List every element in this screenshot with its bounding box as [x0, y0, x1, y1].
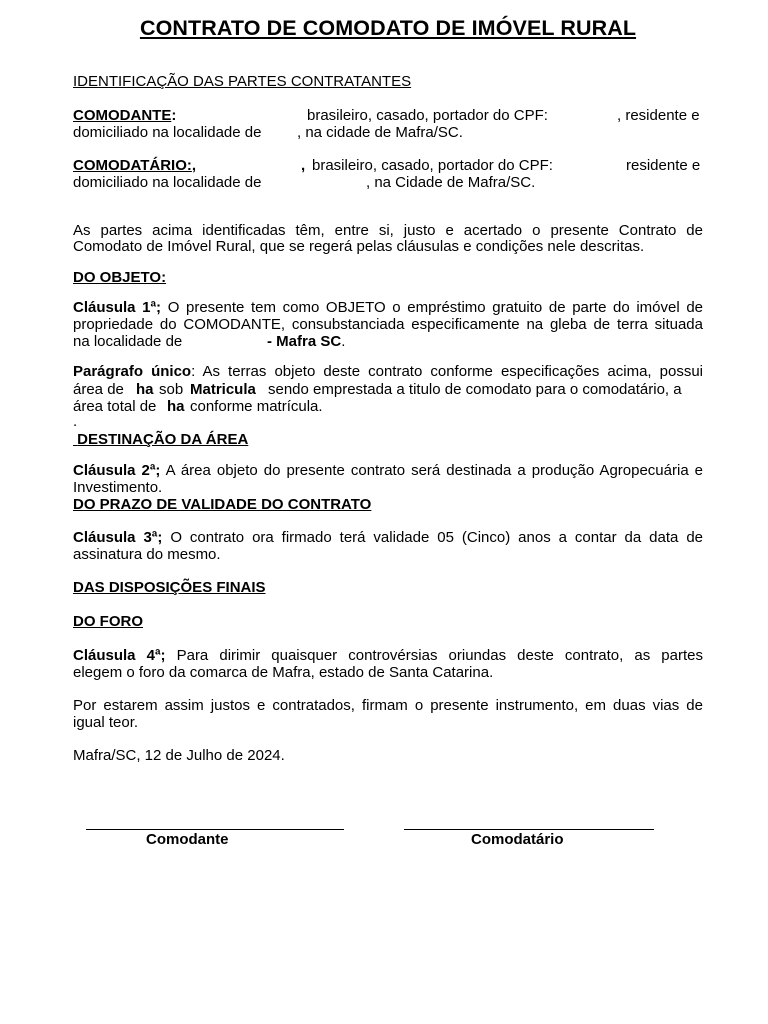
paragrafo-line3-end: conforme matrícula. — [190, 398, 323, 415]
comodante-heading — [73, 107, 176, 124]
clausula1-line3-end — [267, 333, 345, 350]
destinacao-text: DESTINAÇÃO DA ÁREA — [77, 431, 249, 448]
signature-label-comodatario: Comodatário — [471, 831, 564, 848]
clausula4-label: Cláusula 4ª; — [73, 647, 166, 664]
comodante-line2-end: , na cidade de Mafra/SC. — [297, 124, 463, 141]
section-objeto: DO OBJETO: — [73, 269, 167, 286]
clausula2-text1: A área objeto do presente contrato será destinada a produção Agropecuária e — [165, 462, 704, 479]
intro-line1: As partes acima identificadas têm, entre si, justo e acertado o presente Contrato de — [73, 222, 703, 239]
clausula1-line3-text: na localidade de — [73, 333, 183, 350]
clausula3-line2: assinatura do mesmo. — [73, 546, 221, 563]
clausula4-line1 — [73, 647, 703, 664]
paragrafo-text1: : As terras objeto deste contrato conforme especificações acima, possui — [191, 363, 703, 380]
comodante-label: COMODANTE — [73, 107, 172, 124]
signature-label-comodante: Comodante — [146, 831, 229, 848]
intro-line2: Comodato de Imóvel Rural, que se regerá pelas cláusulas e condições nele descritas. — [73, 238, 645, 255]
clausula1-line2: propriedade do COMODANTE, consubstanciada especificamente na gleba de terra situada — [73, 316, 703, 333]
comodante-line1-end: , residente e — [617, 107, 700, 124]
paragrafo-area-label: área de — [73, 381, 124, 398]
paragrafo-line2-end: sendo emprestada a titulo de comodato para o comodatário, a — [268, 381, 682, 398]
comodante-line2-text: domiciliado na localidade de — [73, 124, 262, 141]
clausula3-line1 — [73, 529, 703, 546]
comodatario-comma2: , — [301, 157, 306, 174]
final-line1: Por estarem assim justos e contratados, firmam o presente instrumento, em duas vias de — [73, 697, 703, 714]
clausula1-label: Cláusula 1ª; — [73, 299, 162, 316]
comodante-colon: : — [171, 107, 177, 124]
document-title: CONTRATO DE COMODATO DE IMÓVEL RURAL — [139, 16, 637, 40]
comodante-line1-text: brasileiro, casado, portador do CPF: — [307, 107, 548, 124]
signature-line-comodatario — [404, 829, 654, 830]
clausula2-line2: Investimento. — [73, 479, 163, 496]
clausula1-text1: O presente tem como OBJETO o empréstimo gratuito de parte do imóvel de — [167, 299, 704, 316]
comodatario-heading — [73, 157, 196, 174]
comodatario-comma: , — [191, 157, 197, 174]
clausula1-location: - Mafra SC — [267, 333, 342, 350]
final-line2: igual teor. — [73, 714, 139, 731]
paragrafo-label: Parágrafo único — [73, 363, 192, 380]
paragrafo-total-ha: ha — [167, 398, 185, 415]
paragrafo-matricula: Matricula — [190, 381, 256, 398]
clausula4-line2: elegem o foro da comarca de Mafra, estado de Santa Catarina. — [73, 664, 494, 681]
clausula4-text1: Para dirimir quaisquer controvérsias oriundas deste contrato, as partes — [176, 647, 703, 664]
paragrafo-area-ha: ha — [136, 381, 154, 398]
section-prazo: DO PRAZO DE VALIDADE DO CONTRATO — [73, 496, 372, 513]
comodatario-line1-text: brasileiro, casado, portador do CPF: — [312, 157, 553, 174]
signature-line-comodante — [86, 829, 344, 830]
clausula2-label: Cláusula 2ª; — [73, 462, 161, 479]
section-identificacao: IDENTIFICAÇÃO DAS PARTES CONTRATANTES — [73, 73, 412, 90]
comodatario-label: COMODATÁRIO: — [73, 157, 192, 174]
clausula1-line1 — [73, 299, 703, 316]
paragrafo-line1 — [73, 363, 703, 380]
clausula1-period: . — [341, 333, 346, 350]
section-foro: DO FORO — [73, 613, 143, 630]
stray-dot: . — [73, 413, 78, 430]
clausula3-text1: O contrato ora firmado terá validade 05 (Cinco) anos a contar da data de — [170, 529, 703, 546]
paragrafo-sob: sob — [159, 381, 184, 398]
section-disposicoes: DAS DISPOSIÇÕES FINAIS — [73, 579, 266, 596]
comodatario-line2-end: , na Cidade de Mafra/SC. — [366, 174, 536, 191]
clausula2-line1 — [73, 462, 703, 479]
comodatario-line2-text: domiciliado na localidade de — [73, 174, 262, 191]
clausula3-label: Cláusula 3ª; — [73, 529, 163, 546]
comodatario-line1-end: residente e — [626, 157, 701, 174]
paragrafo-total-label: área total de — [73, 398, 157, 415]
date-location: Mafra/SC, 12 de Julho de 2024. — [73, 747, 285, 764]
section-destinacao — [73, 431, 248, 448]
